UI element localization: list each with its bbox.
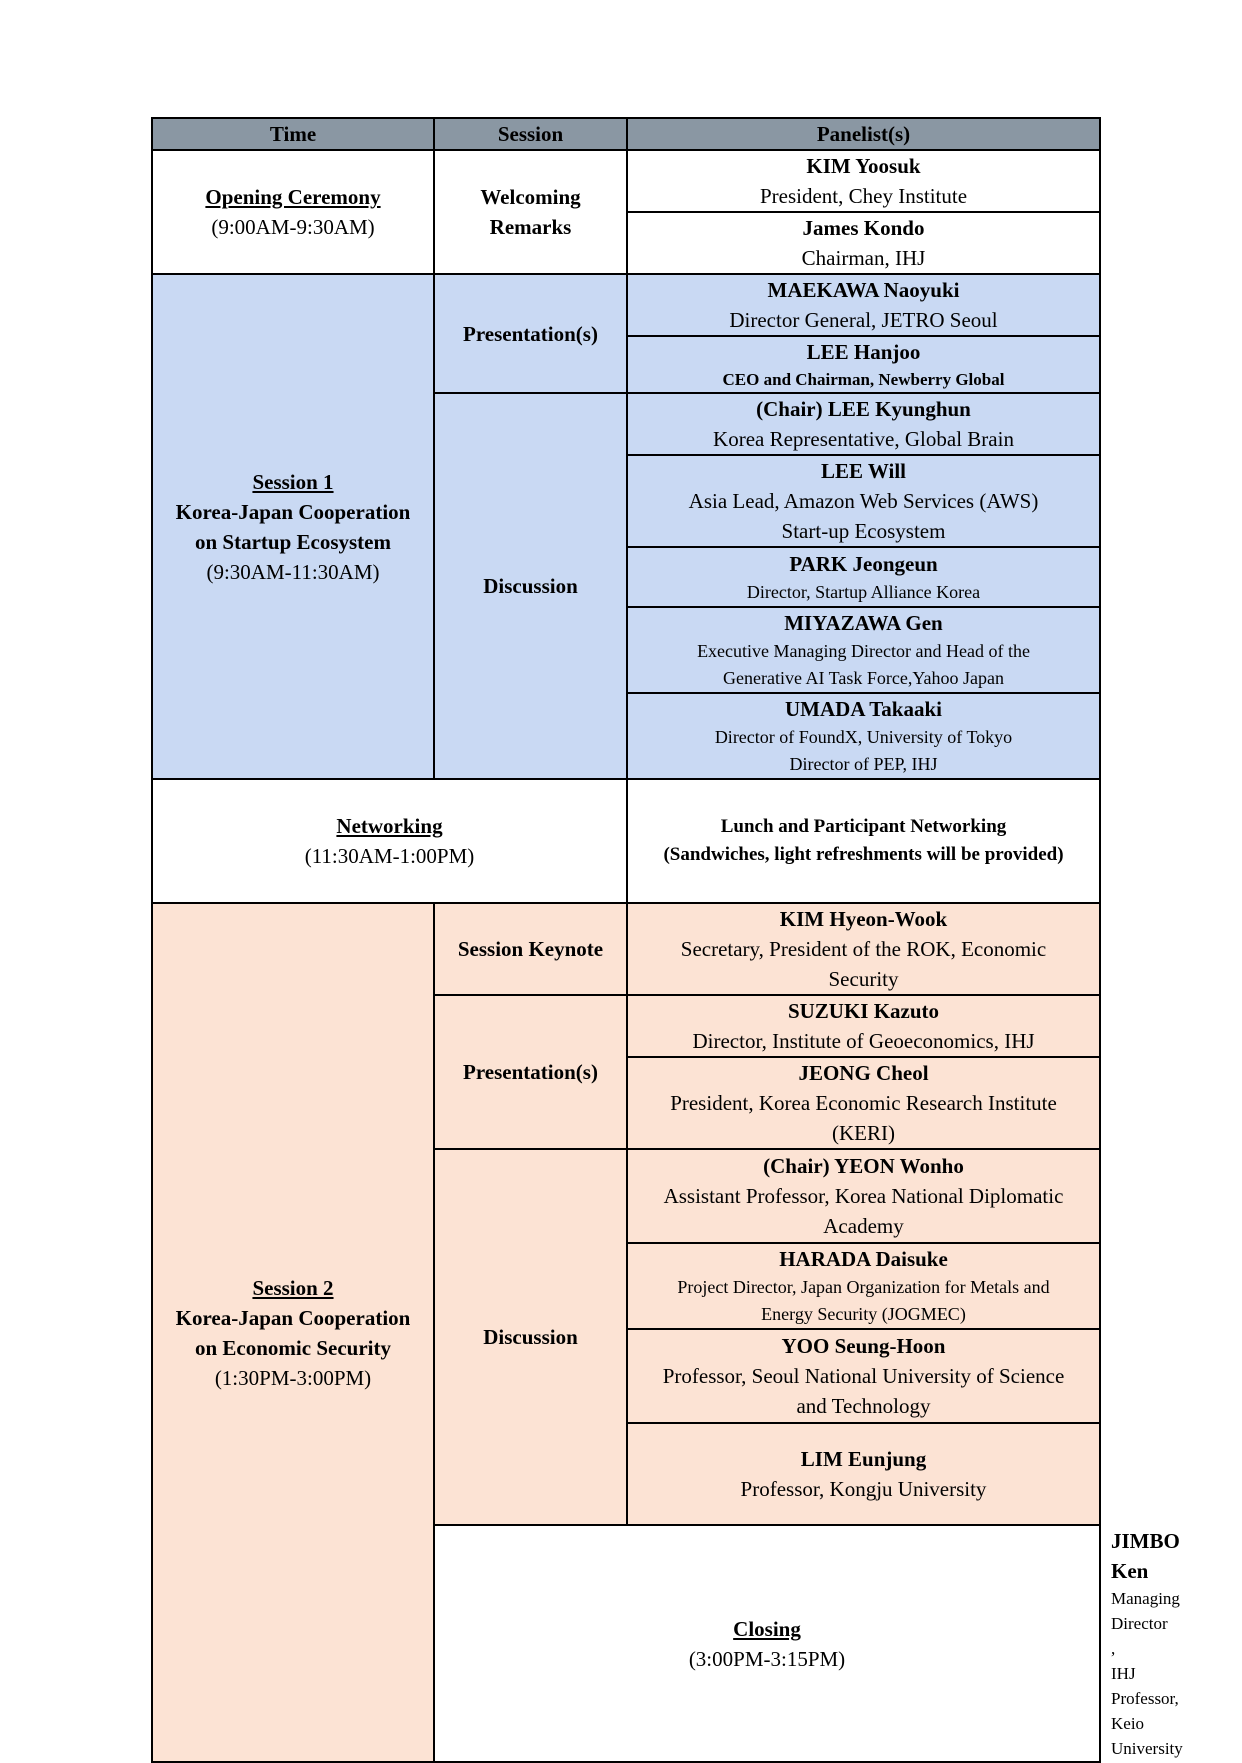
panelist-cell xyxy=(627,995,1100,1057)
panelist-name: YOO Seung-Hoon xyxy=(781,1334,946,1358)
panelist-cell xyxy=(627,455,1100,547)
panelist-cell xyxy=(627,1149,1100,1243)
closing-time: (3:00PM-3:15PM) xyxy=(688,1646,846,1671)
panelist-cell xyxy=(627,274,1100,336)
opening-session-line1: Welcoming xyxy=(480,185,581,209)
closing-row: Closing (3:00PM-3:15PM) JIMBO Ken Managing Director , IHJ Professor, Keio University xyxy=(152,1525,1100,1762)
panelist-role: Professor, Seoul National University of Science xyxy=(662,1364,1065,1388)
opening-session-cell xyxy=(434,150,627,274)
session2-discussion-label: Discussion xyxy=(434,1149,627,1525)
panelist-role: Professor, Kongju University xyxy=(740,1477,987,1501)
panelist-name: KIM Yoosuk xyxy=(806,154,921,178)
session2-time: (1:30PM-3:00PM) xyxy=(214,1365,372,1390)
program-table xyxy=(151,117,1183,1763)
header-session: Session xyxy=(434,118,627,150)
closing-time-cell xyxy=(434,1525,1100,1762)
panelist-name: James Kondo xyxy=(802,216,925,240)
panelist-name: JEONG Cheol xyxy=(798,1061,929,1085)
panelist-role: Project Director, Japan Organization for Metals and xyxy=(677,1277,1050,1297)
session1-row xyxy=(152,274,1100,336)
panelist-role: CEO and Chairman, Newberry Global xyxy=(722,370,1005,389)
panelist-name: MIYAZAWA Gen xyxy=(784,611,943,635)
panelist-name: HARADA Daisuke xyxy=(779,1247,948,1271)
panelist-name: MAEKAWA Naoyuki xyxy=(767,278,960,302)
opening-session-line2: Remarks xyxy=(489,215,572,239)
panelist-role: Director, Startup Alliance Korea xyxy=(746,581,981,602)
panelist-role: Assistant Professor, Korea National Diplomatic xyxy=(663,1184,1064,1208)
panelist-name: LEE Hanjoo xyxy=(806,340,921,364)
panelist-role: Energy Security (JOGMEC) xyxy=(761,1304,966,1324)
networking-time: (11:30AM-1:00PM) xyxy=(304,844,475,868)
session2-title-line1: Korea-Japan Cooperation xyxy=(175,1305,411,1330)
panelist-cell xyxy=(627,1057,1100,1149)
closing-title: Closing xyxy=(733,1616,801,1641)
session1-time-cell xyxy=(152,274,434,779)
panelist-name: SUZUKI Kazuto xyxy=(787,999,940,1023)
panelist-role: President, Chey Institute xyxy=(759,184,968,208)
panelist-cell xyxy=(627,1243,1100,1329)
panelist-name: (Chair) LEE Kyunghun xyxy=(756,397,971,421)
panelist-role: Secretary, President of the ROK, Economic xyxy=(680,937,1047,961)
panelist-cell xyxy=(627,903,1100,995)
session1-title-line2: on Startup Ecosystem xyxy=(194,529,391,554)
panelist-cell xyxy=(627,150,1100,212)
panelist-cell xyxy=(627,547,1100,607)
session1-title-line1: Korea-Japan Cooperation xyxy=(175,499,411,524)
panelist-name: UMADA Takaaki xyxy=(785,697,942,721)
panelist-name: KIM Hyeon-Wook xyxy=(779,907,948,931)
header-time: Time xyxy=(152,118,434,150)
panelist-cell xyxy=(627,607,1100,693)
panelist-name: LIM Eunjung xyxy=(800,1447,927,1471)
panelist-role: Korea Representative, Global Brain xyxy=(713,427,1014,451)
panelist-role: Start-up Ecosystem xyxy=(781,519,946,543)
session2-label: Session 2 xyxy=(252,1275,334,1300)
session1-label: Session 1 xyxy=(252,469,334,494)
session2-time-cell xyxy=(152,903,434,1762)
session2-title-line2: on Economic Security xyxy=(195,1335,391,1360)
panelist-role: Chairman, IHJ xyxy=(801,246,926,270)
panelist-role: Generative AI Task Force,Yahoo Japan xyxy=(722,668,1004,688)
panelist-role: Director General, JETRO Seoul xyxy=(729,308,998,332)
panelist-name: (Chair) YEON Wonho xyxy=(763,1154,964,1178)
header-row xyxy=(152,118,1100,150)
panelist-cell xyxy=(627,336,1100,393)
networking-line2: (Sandwiches, light refreshments will be provided) xyxy=(663,844,1064,865)
panelist-role: Director of PEP, IHJ xyxy=(789,754,938,774)
panelist-cell xyxy=(627,212,1100,274)
panelist-role: Asia Lead, Amazon Web Services (AWS) xyxy=(688,489,1039,513)
networking-line1: Lunch and Participant Networking xyxy=(720,816,1007,837)
opening-row-1 xyxy=(152,150,1100,212)
panelist-role: Director of FoundX, University of Tokyo xyxy=(714,727,1013,747)
opening-time: (9:00AM-9:30AM) xyxy=(211,215,375,239)
session2-keynote-label: Session Keynote xyxy=(434,903,627,995)
header-panelists: Panelist(s) xyxy=(627,118,1100,150)
panelist-role: Executive Managing Director and Head of the xyxy=(697,641,1030,661)
panelist-role: Director, Institute of Geoeconomics, IHJ xyxy=(692,1029,1035,1053)
panelist-cell xyxy=(627,1423,1100,1525)
session1-presentation-label: Presentation(s) xyxy=(434,274,627,393)
networking-row xyxy=(152,779,1100,903)
opening-time-cell xyxy=(152,150,434,274)
panelist-role: Security xyxy=(828,967,899,991)
panelist-cell xyxy=(627,393,1100,455)
networking-time-cell xyxy=(152,779,627,903)
networking-title: Networking xyxy=(336,814,443,838)
panelist-role: Academy xyxy=(823,1214,904,1238)
opening-title: Opening Ceremony xyxy=(205,185,381,209)
session1-discussion-label: Discussion xyxy=(434,393,627,779)
panelist-name: LEE Will xyxy=(820,459,906,483)
networking-detail-cell xyxy=(627,779,1100,903)
panelist-role: (KERI) xyxy=(832,1121,895,1145)
panelist-cell xyxy=(627,1329,1100,1423)
panelist-name: PARK Jeongeun xyxy=(789,551,938,576)
panelist-role: President, Korea Economic Research Institute xyxy=(670,1091,1057,1115)
session2-presentation-label: Presentation(s) xyxy=(434,995,627,1149)
panelist-role: and Technology xyxy=(796,1394,931,1418)
panelist-cell xyxy=(627,693,1100,779)
session1-time: (9:30AM-11:30AM) xyxy=(206,559,380,584)
session2-row xyxy=(152,903,1100,995)
